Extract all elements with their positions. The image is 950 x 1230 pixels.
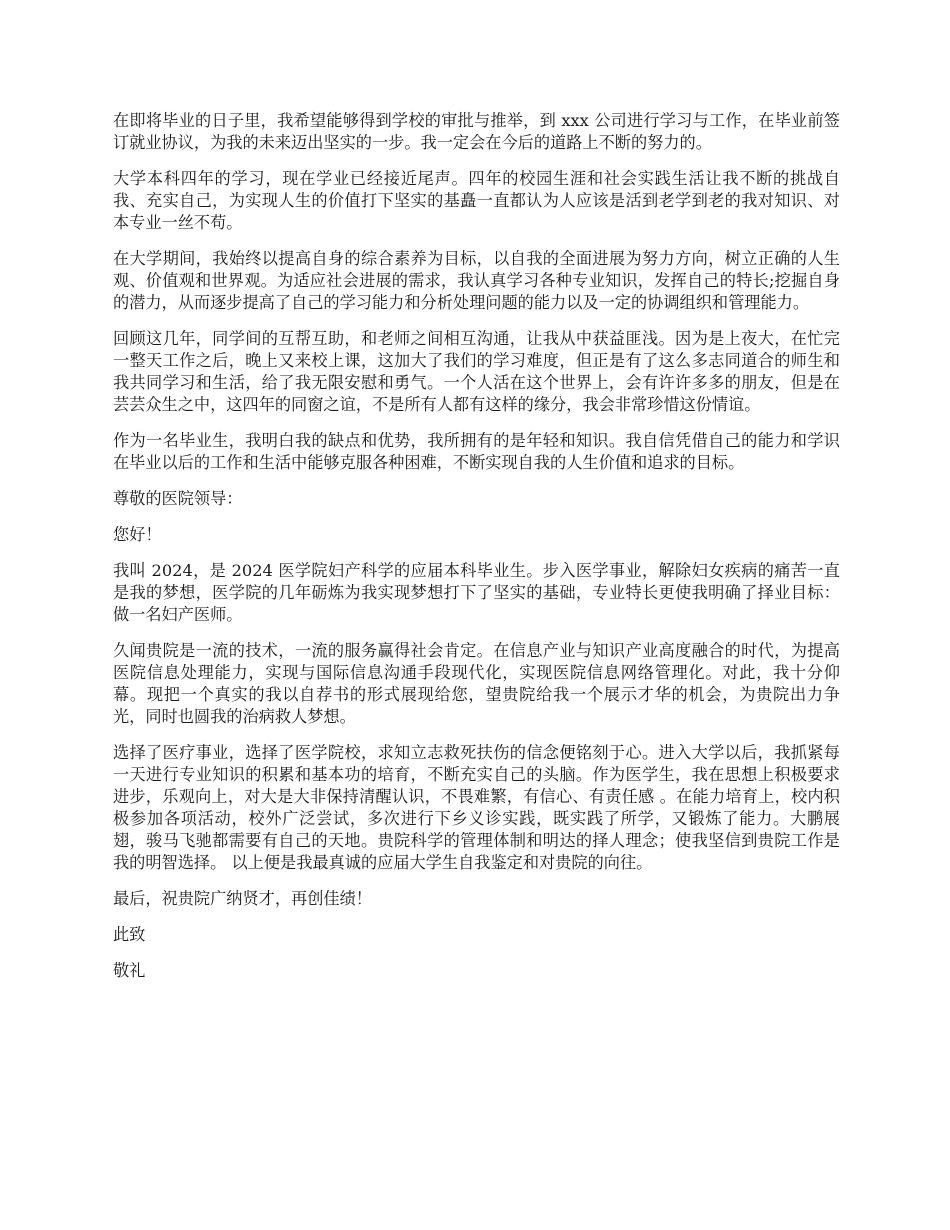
- paragraph-introduction: 我叫 2024，是 2024 医学院妇产科学的应届本科毕业生。步入医学事业，解除妇女疾病的痛苦一直是我的梦想，医学院的几年砺炼为我实现梦想打下了坚实的基础，专业特长更使我明确了择业目标：做一名妇产医师。: [113, 561, 840, 624]
- salutation: 尊敬的医院领导：: [113, 489, 243, 508]
- paragraph-strengths-weaknesses: 作为一名毕业生，我明白我的缺点和优势，我所拥有的是年轻和知识。我自信凭借自己的能力和学识在毕业以后的工作和生活中能够克服各种困难，不断实现自我的人生价值和追求的目标。: [113, 431, 840, 472]
- paragraph-hospital-reputation: 久闻贵院是一流的技术，一流的服务赢得社会肯定。在信息产业与知识产业高度融合的时代，为提高医院信息处理能力，实现与国际信息沟通手段现代化，实现医院信息网络管理化。对此，我十分仰幕。现把一个真实的我以自荐书的形式展现给您，望贵院给我一个展示才华的机会，为贵院出力争光，同时也圆我的治病救人梦想。: [113, 641, 840, 726]
- greeting: 您好！: [113, 525, 162, 544]
- paragraph-review-years: 回顾这几年，同学间的互帮互助，和老师之间相互沟通，让我从中获益匪浅。因为是上夜大，在忙完一整天工作之后，晚上又来校上课，这加大了我们的学习难度，但正是有了这么多志同道合的师生和我共同学习和生活，给了我无限安慰和勇气。一个人活在这个世界上，会有许许多多的朋友，但是在芸芸众生之中，这四年的同窗之谊，不是所有人都有这样的缘分，我会非常珍惜这份情谊。: [113, 329, 840, 414]
- document-body: [113, 110, 840, 996]
- closing-cizhi: 此致: [113, 925, 146, 944]
- paragraph-medical-career: 选择了医疗事业，选择了医学院校，求知立志救死扶伤的信念便铭刻于心。进入大学以后，我抓紧每一天进行专业知识的积累和基本功的培育，不断充实自己的头脑。作为医学生，我在思想上积极要求进步，乐观向上，对大是大非保持清醒认识，不畏难繁，有信心、有责任感 。在能力培育上，校内积极参加各项活动，校外广泛尝试，多次进行下乡义诊实践，既实践了所学，又锻炼了能力。大鹏展翅，骏马飞驰都需要有自己的天地。贵院科学的管理体制和明达的择人理念；使我坚信到贵院工作是我的明智选择。 以上便是我最真诚的应届大学生自我鉴定和对贵院的向往。: [113, 743, 840, 872]
- paragraph-internship-request: 在即将毕业的日子里，我希望能够得到学校的审批与推举，到 xxx 公司进行学习与工作，在毕业前签订就业协议，为我的未来迈出坚实的一步。我一定会在今后的道路上不断的努力的。: [113, 111, 840, 152]
- closing-jingli: 敬礼: [113, 961, 146, 980]
- paragraph-undergraduate-study: 大学本科四年的学习，现在学业已经接近尾声。四年的校园生涯和社会实践生活让我不断的挑战自我、充实自己，为实现人生的价值打下坚实的基矗一直都认为人应该是活到老学到老的我对知识、对本专业一丝不苟。: [113, 169, 840, 232]
- paragraph-university-period: 在大学期间，我始终以提高自身的综合素养为目标，以自我的全面进展为努力方向，树立正确的人生观、价值观和世界观。为适应社会进展的需求，我认真学习各种专业知识，发挥自己的特长;挖掘自身的潜力，从而逐步提高了自己的学习能力和分析处理问题的能力以及一定的协调组织和管理能力。: [113, 249, 840, 312]
- closing-wish: 最后，祝贵院广纳贤才，再创佳绩！: [113, 889, 372, 908]
